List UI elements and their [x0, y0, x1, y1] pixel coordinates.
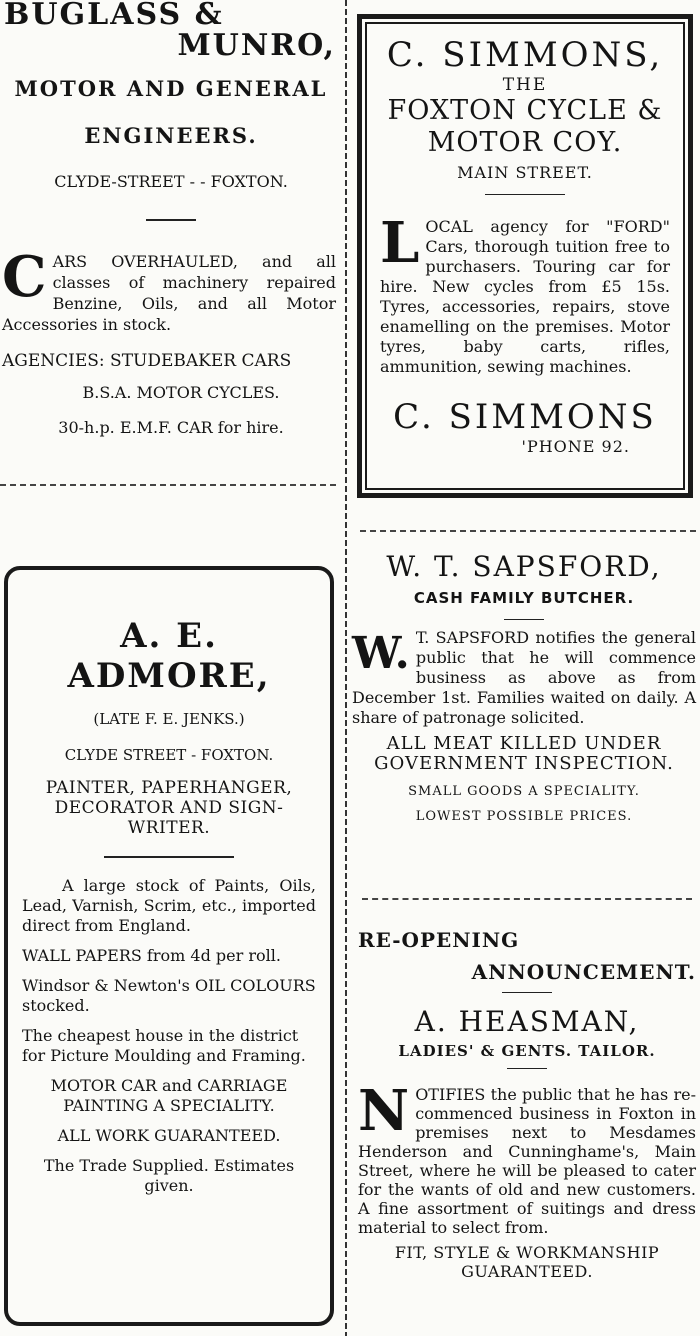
buglass-agencies2: B.S.A. MOTOR CYCLES. [82, 383, 280, 402]
buglass-advert [0, 0, 342, 437]
divider [507, 1068, 547, 1069]
buglass-address: CLYDE-STREET - - FOXTON. [54, 172, 288, 191]
admore-p6: ALL WORK GUARANTEED. [57, 1126, 281, 1145]
sapsford-body [352, 628, 696, 728]
simmons-street: MAIN STREET. [457, 163, 593, 182]
dropcap: C [2, 244, 47, 310]
admore-address: CLYDE STREET - FOXTON. [64, 746, 274, 764]
heasman-name: A. HEASMAN, [414, 1005, 640, 1038]
divider [362, 898, 692, 900]
sapsford-meat: ALL MEAT KILLED UNDER GOVERNMENT INSPECTION. [374, 733, 674, 774]
buglass-name-line2: MUNRO, [177, 28, 336, 63]
heasman-sub: LADIES' & GENTS. TAILOR. [398, 1042, 656, 1060]
simmons-body-text: OCAL agency for "FORD" Cars, thorough tuition free to purchasers. Touring car for hire. New cycles from £5 15s. Tyres, accessories, repairs, stove enamelling on the premises. Motor tyres, baby carts, rifles, ammunition, sewing machines. [380, 217, 670, 376]
admore-p2: WALL PAPERS from 4d per roll. [22, 946, 281, 965]
heasman-body [358, 1078, 696, 1237]
simmons-line3: MOTOR COY. [427, 127, 623, 158]
divider [504, 619, 544, 620]
simmons-the: THE [502, 75, 548, 95]
divider [502, 992, 552, 993]
admore-trade: PAINTER, PAPERHANGER, DECORATOR AND SIGN-WRITER. [45, 778, 293, 838]
dropcap: W. [352, 628, 410, 679]
simmons-line2: FOXTON CYCLE & [387, 95, 663, 126]
sapsford-body-text: T. SAPSFORD notifies the general public that he will commence business as above as from December 1st. Families waited on daily. A share of patronage solicited. [352, 628, 696, 727]
admore-name: A. E. ADMORE, [67, 616, 271, 696]
admore-p4: The cheapest house in the district for Picture Moulding and Framing. [22, 1026, 306, 1065]
admore-p5: MOTOR CAR and CARRIAGE PAINTING A SPECIALITY. [50, 1076, 288, 1115]
simmons-body [380, 210, 670, 377]
divider [485, 194, 565, 195]
heasman-fit: FIT, STYLE & WORKMANSHIP GUARANTEED. [394, 1243, 660, 1281]
sapsford-name: W. T. SAPSFORD, [386, 550, 662, 583]
simmons-phone: 'PHONE 92. [521, 437, 630, 456]
heasman-body-text: OTIFIES the public that he has re-commenced business in Foxton in premises next to Mesdames Henderson and Cunninghame's, Main Street, where he will be pleased to cater for the wants of old and new customers. A fine assortment of suitings and dress material to select from. [358, 1085, 696, 1237]
admore-p3: Windsor & Newton's OIL COLOURS stocked. [22, 976, 316, 1015]
simmons-name: C. SIMMONS, [386, 35, 664, 75]
divider [104, 856, 234, 858]
heasman-line2: ANNOUNCEMENT. [471, 960, 696, 984]
admore-p1: A large stock of Paints, Oils, Lead, Varnish, Scrim, etc., imported direct from England. [22, 876, 316, 935]
admore-p7: The Trade Supplied. Estimates given. [43, 1156, 295, 1195]
buglass-name-line1: BUGLASS & [4, 0, 224, 32]
admore-advert [4, 566, 334, 1326]
divider [146, 219, 196, 221]
dropcap: L [380, 210, 420, 276]
buglass-agencies: AGENCIES: STUDEBAKER CARS [2, 351, 292, 371]
heasman-line1: RE-OPENING [358, 928, 520, 952]
sapsford-prices: LOWEST POSSIBLE PRICES. [415, 809, 633, 824]
column-divider [345, 0, 347, 1336]
sapsford-sub: CASH FAMILY BUTCHER. [413, 589, 635, 607]
divider [0, 484, 336, 486]
buglass-line4: ENGINEERS. [84, 123, 258, 148]
simmons-advert [357, 14, 693, 498]
sapsford-small: SMALL GOODS A SPECIALITY. [408, 784, 640, 799]
dropcap: N [358, 1078, 410, 1144]
heasman-advert [358, 928, 696, 1281]
buglass-hire: 30-h.p. E.M.F. CAR for hire. [58, 418, 284, 437]
buglass-body-text: ARS OVERHAULED, and all classes of machinery repaired Benzine, Oils, and all Motor Accessories in stock. [2, 252, 336, 334]
buglass-body [2, 244, 336, 335]
admore-late: (LATE F. E. JENKS.) [93, 710, 245, 728]
divider [360, 530, 696, 532]
simmons-name2: C. SIMMONS [393, 397, 657, 437]
sapsford-advert [352, 550, 696, 824]
buglass-line3: MOTOR AND GENERAL [14, 76, 328, 101]
